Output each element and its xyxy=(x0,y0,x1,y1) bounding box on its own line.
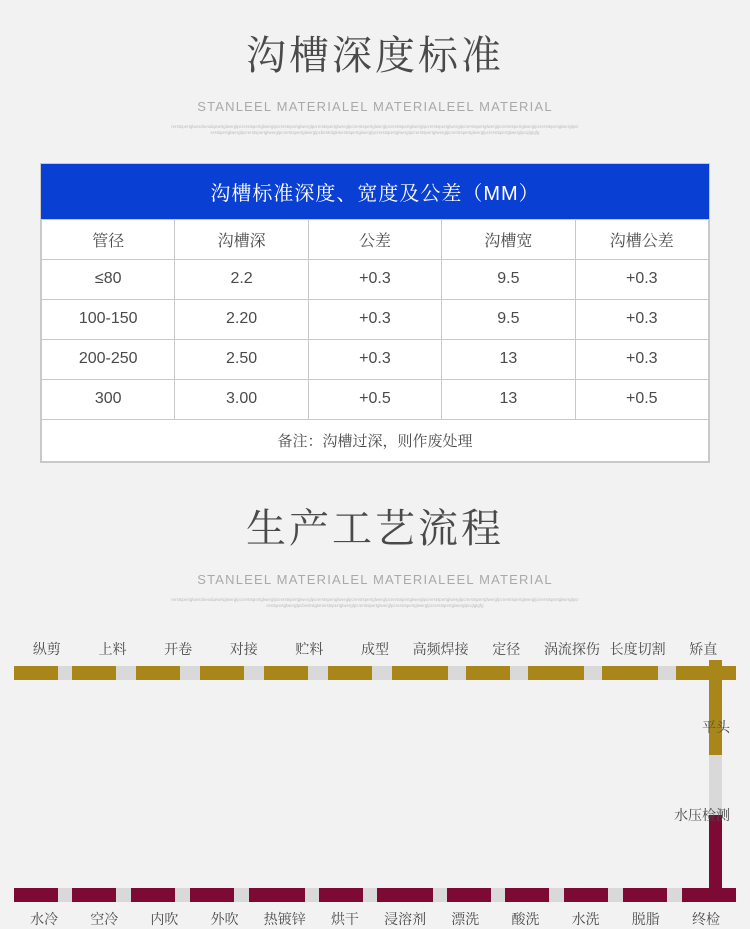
flow-segment xyxy=(682,888,736,902)
column-header-tolerance: 公差 xyxy=(308,219,441,259)
flow-step-label: 漂洗 xyxy=(451,911,480,928)
table-row xyxy=(42,379,709,419)
flow-segment xyxy=(447,888,491,902)
flow-top-bar xyxy=(14,666,736,680)
micro-text-process-flow: rerstspertglwerdneodqewrtglwerglpcrerstspertglwerglpcrerstspertglwerglpcrerstspertglwerglpcrerstspertglwerglpcrerstspertglwerglpcrerstspertglwerglpcrerstspertglwerglpcrerstspertglwerglpcrerstspertglwerglpcrerstspertglwerglpcbestrdgkmerstspertglwerglpcrerstspertglwerglpcrerstspertglwerglpcrerstspertglwerglpcqlgtgfg xyxy=(171,596,579,608)
cell-tolerance: +0.3 xyxy=(308,299,441,339)
flow-step-label: 水洗 xyxy=(571,911,600,928)
flow-segment xyxy=(264,666,308,680)
flow-segment xyxy=(72,888,116,902)
column-header-groove-tolerance: 沟槽公差 xyxy=(575,219,708,259)
flow-segment xyxy=(602,666,658,680)
flow-step-label: 热镀锌 xyxy=(263,911,306,928)
subtitle-groove-depth: STANLEEL MATERIALEL MATERIALEEL MATERIAL xyxy=(197,99,553,114)
cell-groove-depth: 3.00 xyxy=(175,379,308,419)
flow-segment xyxy=(505,888,549,902)
table-note: 备注：沟槽过深，则作废处理 xyxy=(42,419,709,461)
cell-groove-depth: 2.20 xyxy=(175,299,308,339)
flow-segment xyxy=(249,888,305,902)
micro-text-groove-depth: rerstspertglwerdneodqewrtglwerglpcrerstspertglwerglpcrerstspertglwerglpcrerstspertglwerglpcrerstspertglwerglpcrerstspertglwerglpcrerstspertglwerglpcrerstspertglwerglpcrerstspertglwerglpcrerstspertglwerglpcrerstspertglwerglpcrerstspertglwerglpcrerstspertglwerglpcbestrdgkmerstspertglwerglpcrerstspertglwerglpcrerstspertglwerglpcrerstspertglwerglpcrerstspertglwerglpcqlgtgfg xyxy=(171,124,579,136)
cell-groove-tolerance: +0.5 xyxy=(575,379,708,419)
cell-tolerance: +0.5 xyxy=(308,379,441,419)
flow-segment xyxy=(392,666,448,680)
flow-step-label: 矫直 xyxy=(689,641,718,658)
flow-segment xyxy=(72,666,116,680)
cell-pipe-diameter: 100-150 xyxy=(42,299,175,339)
flow-step-label: 脱脂 xyxy=(631,911,660,928)
table-header-row xyxy=(42,219,709,259)
flow-step-label: 上料 xyxy=(98,641,127,658)
flow-step-label-flattening: 平头 xyxy=(702,719,730,736)
cell-groove-depth: 2.50 xyxy=(175,339,308,379)
cell-tolerance: +0.3 xyxy=(308,339,441,379)
flow-vertical-connector-upper xyxy=(709,660,722,755)
cell-pipe-diameter: ≤80 xyxy=(42,259,175,299)
flow-segment xyxy=(623,888,667,902)
flow-step-label: 空冷 xyxy=(90,911,119,928)
flow-step-label: 涡流探伤 xyxy=(543,641,600,658)
flow-step-label: 内吹 xyxy=(150,911,179,928)
page-title-process-flow: 生产工艺流程 xyxy=(246,506,504,551)
cell-groove-width: 9.5 xyxy=(442,299,575,339)
column-header-groove-depth: 沟槽深 xyxy=(175,219,308,259)
column-header-pipe-diameter: 管径 xyxy=(42,219,175,259)
flow-step-label: 浸溶剂 xyxy=(384,911,427,928)
flow-step-label: 成型 xyxy=(361,641,390,658)
flow-step-label-hydro-test: 水压检测 xyxy=(674,807,730,824)
flow-segment xyxy=(200,666,244,680)
flow-segment xyxy=(136,666,180,680)
table-row xyxy=(42,299,709,339)
cell-groove-width: 13 xyxy=(442,339,575,379)
flow-segment xyxy=(466,666,510,680)
flow-step-label: 高频焊接 xyxy=(412,641,469,658)
cell-pipe-diameter: 200-250 xyxy=(42,339,175,379)
flow-step-label: 酸洗 xyxy=(511,911,540,928)
flow-step-label: 外吹 xyxy=(210,911,239,928)
flow-bottom-bar xyxy=(14,888,736,902)
cell-tolerance: +0.3 xyxy=(308,259,441,299)
table-caption: 沟槽标准深度、宽度及公差（MM） xyxy=(41,164,709,219)
cell-groove-depth: 2.2 xyxy=(175,259,308,299)
cell-groove-tolerance: +0.3 xyxy=(575,299,708,339)
cell-groove-width: 9.5 xyxy=(442,259,575,299)
process-flow-diagram xyxy=(0,639,750,928)
flow-step-label: 烘干 xyxy=(330,911,359,928)
flow-step-label: 长度切割 xyxy=(609,641,666,658)
flow-segment xyxy=(564,888,608,902)
flow-step-label: 终检 xyxy=(691,911,720,928)
flow-step-label: 贮料 xyxy=(295,641,324,658)
flow-bottom-labels xyxy=(14,909,736,929)
flow-step-label: 开卷 xyxy=(164,641,193,658)
page-title-groove-depth: 沟槽深度标准 xyxy=(246,34,504,78)
cell-groove-tolerance: +0.3 xyxy=(575,339,708,379)
flow-top-labels xyxy=(0,639,750,659)
flow-segment xyxy=(14,888,58,902)
groove-spec-table xyxy=(41,164,709,462)
flow-segment xyxy=(328,666,372,680)
flow-segment xyxy=(14,666,58,680)
flow-step-label: 定径 xyxy=(492,641,521,658)
cell-groove-width: 13 xyxy=(442,379,575,419)
table-row xyxy=(42,339,709,379)
flow-segment xyxy=(528,666,584,680)
cell-pipe-diameter: 300 xyxy=(42,379,175,419)
flow-segment xyxy=(319,888,363,902)
table-note-row xyxy=(42,419,709,461)
flow-step-label: 水冷 xyxy=(30,911,59,928)
spec-table-container xyxy=(40,163,710,463)
flow-step-label: 纵剪 xyxy=(32,641,61,658)
flow-segment xyxy=(131,888,175,902)
table-row xyxy=(42,259,709,299)
cell-groove-tolerance: +0.3 xyxy=(575,259,708,299)
column-header-groove-width: 沟槽宽 xyxy=(442,219,575,259)
subtitle-process-flow: STANLEEL MATERIALEL MATERIALEEL MATERIAL xyxy=(197,571,553,587)
flow-segment xyxy=(190,888,234,902)
flow-segment xyxy=(377,888,433,902)
flow-segment xyxy=(676,666,736,680)
flow-step-label: 对接 xyxy=(229,641,258,658)
